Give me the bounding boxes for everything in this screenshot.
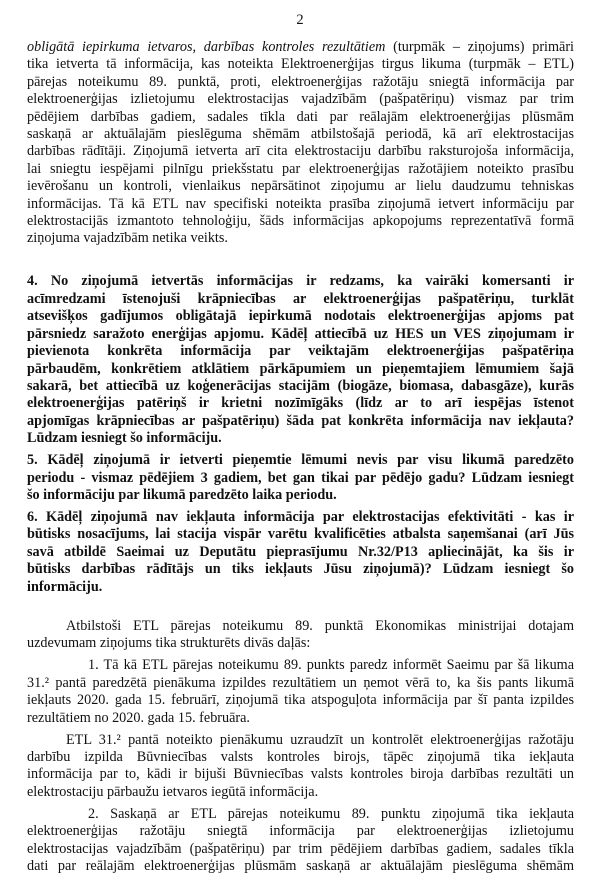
answer-part-2-paragraph [27, 806, 574, 876]
text-line: iekļauts 2020. gada 15. februārī, ziņojumā tika atspoguļota informācija par šī panta izpildes [27, 692, 574, 709]
text-line: sakarā, bet attiecībā uz koģenerācijas stacijām (biogāze, biomasa, dabasgāze), kurās [27, 377, 574, 394]
text-line: būtisks darbības rādītājs un tiks iekļauts Jūsu ziņojumā)? Lūdzam iesniegt šo [27, 561, 574, 578]
document-body [27, 39, 574, 875]
text-line: informācijas. Tā kā ETL nav specifiski noteikta prasība ziņojumā ietvert informāciju par [27, 195, 574, 212]
text-line: 6. Kādēļ ziņojumā nav iekļauta informācija par elektrostacijas efektivitāti - kas ir [27, 508, 574, 525]
text-line: ievērošanu un kontroli, vienlaikus nepārsātinot ziņojumu ar lielu daudzumu tehniskas [27, 178, 574, 195]
text-line: 4. No ziņojumā ietvertās informācijas ir redzams, ka vairāki komersanti ir [27, 273, 574, 290]
text-segment: (turpmāk – ziņojums) primāri [385, 39, 574, 55]
emphasized-text: obligātā iepirkuma ietvaros, darbības kontroles rezultātiem [27, 39, 386, 55]
text-line: ziņojuma vajadzībām netika veikts. [27, 230, 228, 247]
text-line [27, 39, 574, 56]
text-line: 5. Kādēļ ziņojumā ir ietverti pieņemtie lēmumi nevis par visu likumā paredzēto [27, 452, 574, 469]
text-line: pārbaudēm, konkrētiem atklātiem pārkāpumiem un pieņemtajiem lēmumiem šajā [27, 360, 574, 377]
text-line: darbību izpilda Būvniecības valsts kontroles birojs, tāpēc ziņojumā tika iekļauta [27, 749, 574, 765]
text-line: dati par reālajām elektroenerģijas plūsmām saskaņā ar aktuālajām pieslēguma shēmām [27, 858, 574, 875]
text-line: elektroenerģijas ražotāju sniegtā informācija par elektroenerģijas izlietojumu [27, 823, 574, 840]
text-line: pārsniedz saražoto enerģijas apjomu. Kādēļ attiecībā uz HES un VES ziņojumam ir [27, 325, 574, 342]
text-line: rezultātiem no 2020. gada 15. februāra. [27, 709, 250, 726]
text-line: Lūdzam iesniegt šo informāciju. [27, 430, 222, 447]
text-line: 31.² pantā paredzētā pienākuma izpildes rezultātiem un ņemot vērā to, ka šis pants likumā [27, 674, 574, 691]
text-line: atsevišķos gadījumos obligātajā iepirkumā nodotais elektroenerģijas apjoms pat [27, 308, 574, 325]
text-line: informāciju. [27, 578, 103, 595]
text-line: pēdējiem darbības gadiem, sadales tīkla dati par reālajām elektroenerģijas plūsmām [27, 108, 574, 125]
question-4-paragraph [27, 273, 574, 447]
text-line: elektrostacijās izmantoto tehnoloģiju, šāds informācijas apkopojums reprezentatīvā formā [27, 213, 574, 230]
text-line: elektrostacijas vajadzībām (pašpatēriņu) par trim pēdējiem darbības gadiem, sadales tīkla [27, 840, 574, 857]
text-line: informācija par to, kādi ir bijuši Būvniecības valsts kontroles biroja darbības rezultāti un [27, 766, 574, 783]
text-line: savā atbildē Saeimai uz Deputātu pieprasījumu Nr.32/P13 apliecinājāt, ka šis ir [27, 543, 574, 560]
text-line: tika ietverta tā informācija, kas noteikta Elektroenerģijas tirgus likuma (turpmāk – ETL) [27, 56, 574, 73]
text-line: saskaņā ar aktuālajām pieslēguma shēmām atbilstošajā periodā, kā arī elektrostacijas [27, 126, 574, 143]
text-line: 2. Saskaņā ar ETL pārejas noteikumu 89. punktu ziņojumā tika iekļauta [88, 805, 574, 822]
answer-intro-paragraph [27, 618, 574, 653]
text-line: ETL 31.² pantā noteikto pienākumu uzraudzīt un kontrolēt elektroenerģijas ražotāju [66, 731, 574, 748]
text-line: elektroenerģijas izlietojumu elektrostacijas vajadzībām (pašpatēriņu) vismaz par trim [27, 91, 574, 108]
text-line: šo informāciju par likumā paredzēto laika periodu. [27, 486, 337, 503]
text-line: apjomīgas krāpniecības ar pašpatēriņu) šāda pat konkrēta informācija nav iekļauta? [27, 412, 574, 429]
question-6-paragraph [27, 509, 574, 596]
text-line: acīmredzami īstenojuši krāpniecības ar elektroenerģijas pašpatēriņu, turklāt [27, 290, 574, 307]
page-number: 2 [296, 12, 304, 28]
text-line: Atbilstoši ETL pārejas noteikumu 89. punktā Ekonomikas ministrijai dotajam [66, 617, 574, 634]
intro-paragraph [27, 39, 574, 248]
text-line: uzdevumam ziņojums tika strukturēts divās daļās: [27, 635, 311, 652]
question-5-paragraph [27, 452, 574, 504]
answer-part-1-continuation-paragraph [27, 732, 574, 802]
text-line: elektroenerģijas patēriņš ir krietni nozīmīgāks (līdz ar to arī iespējas īstenot [27, 395, 574, 412]
answer-part-1-paragraph [27, 657, 574, 727]
text-line: lai sniegtu iespējami pilnīgu priekšstatu par elektroenerģijas ražotājiem noteikto prasību [27, 160, 574, 177]
text-line: darbības rādītāji. Ziņojumā ietverta arī cita elektrostaciju darbību raksturojoša informācija, [27, 143, 574, 160]
text-line: 1. Tā kā ETL pārejas noteikumu 89. punkts paredz informēt Saeimu par šā likuma [88, 657, 574, 674]
text-line: elektrostaciju pārbaužu ietvaros iegūtā informācija. [27, 783, 319, 800]
text-line: periodu - vismaz pēdējiem 3 gadiem, bet gan tikai par pēdējo gadu? Lūdzam iesniegt [27, 469, 574, 486]
text-line: pārejas noteikumu 89. punktā, proti, elektroenerģijas ražotāju sniegtā informācija par [27, 73, 574, 90]
text-line: būtisks nosacījums, lai stacija vispār varētu kvalificēties atbalsta saņemšanai (arī Jūs [27, 526, 574, 543]
text-line: pievienota konkrēta informācija par veiktajām elektroenerģijas pašpatēriņa [27, 343, 574, 360]
